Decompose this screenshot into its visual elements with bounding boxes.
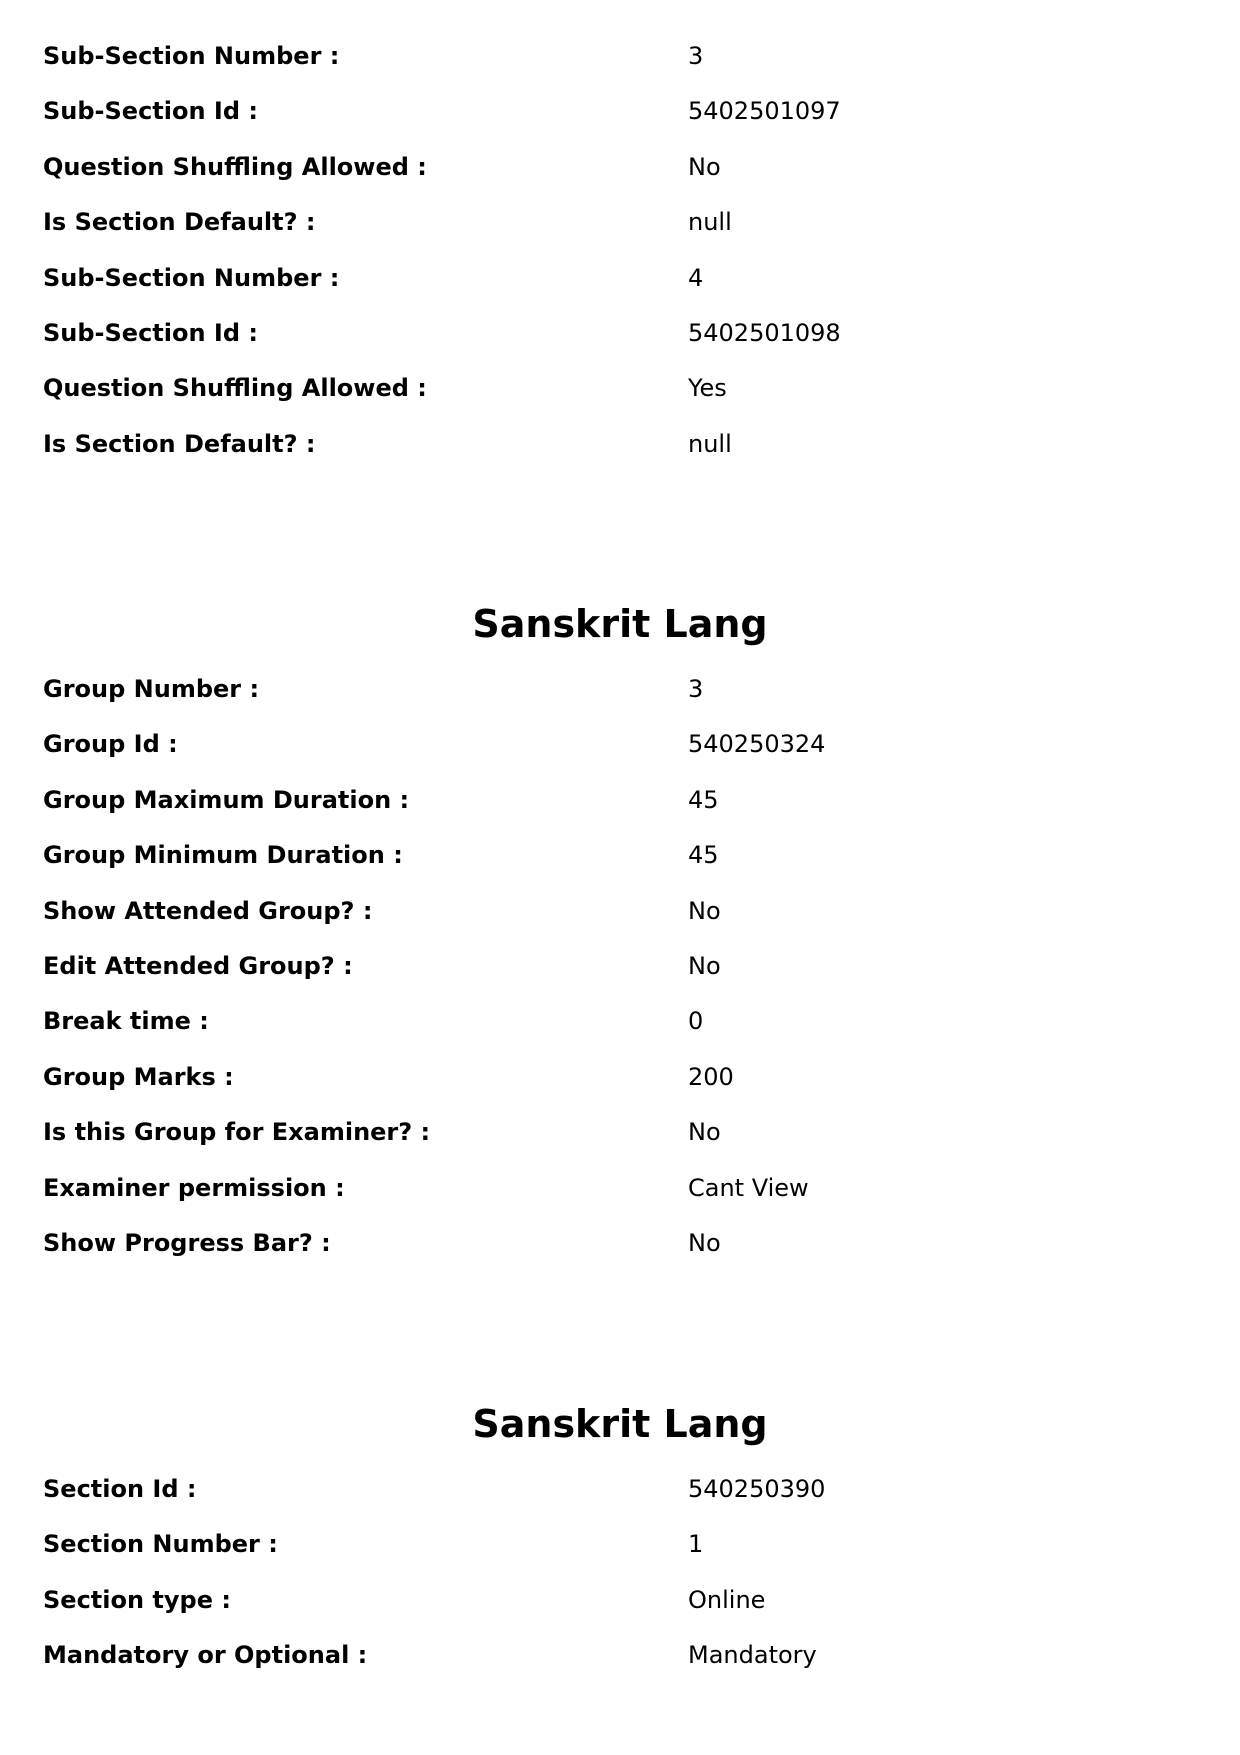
field-value: Online (688, 1585, 766, 1614)
detail-row (43, 1005, 1197, 1060)
subsection-details (43, 40, 1197, 483)
section-details (43, 1473, 1197, 1695)
detail-row (43, 1584, 1197, 1639)
detail-row (43, 262, 1197, 317)
field-label: Edit Attended Group? : (43, 951, 353, 980)
detail-row (43, 151, 1197, 206)
field-value: 1 (688, 1530, 704, 1559)
section-title: Sanskrit Lang (472, 1402, 768, 1446)
field-label: Section Number : (43, 1530, 278, 1559)
field-value: 0 (688, 1007, 704, 1036)
field-value: 4 (688, 263, 704, 292)
field-value: 5402501097 (688, 97, 841, 126)
detail-row (43, 40, 1197, 95)
field-label: Question Shuffling Allowed : (43, 152, 427, 181)
detail-row (43, 1639, 1197, 1694)
detail-row (43, 1473, 1197, 1528)
field-value: No (688, 896, 721, 925)
field-value: 45 (688, 785, 719, 814)
field-value: 5402501098 (688, 318, 841, 347)
field-label: Is this Group for Examiner? : (43, 1118, 431, 1147)
field-value: No (688, 951, 721, 980)
field-value: 3 (688, 675, 704, 703)
detail-row (43, 1227, 1197, 1282)
field-value: Mandatory (688, 1641, 817, 1670)
detail-row (43, 1172, 1197, 1227)
field-label: Mandatory or Optional : (43, 1641, 368, 1670)
field-value: No (688, 1118, 721, 1147)
detail-row (43, 1061, 1197, 1116)
field-label: Examiner permission : (43, 1173, 345, 1202)
field-value: No (688, 1228, 721, 1257)
field-value: 45 (688, 841, 719, 870)
field-label: Is Section Default? : (43, 429, 316, 458)
field-label: Group Minimum Duration : (43, 841, 403, 870)
field-label: Group Id : (43, 730, 178, 759)
field-value: Yes (688, 374, 727, 403)
field-label: Sub-Section Number : (43, 42, 340, 70)
field-value: No (688, 152, 721, 181)
field-label: Section type : (43, 1585, 231, 1614)
field-value: 540250324 (688, 730, 826, 759)
field-value: null (688, 429, 732, 458)
field-value: null (688, 208, 732, 237)
detail-row (43, 673, 1197, 728)
field-label: Sub-Section Id : (43, 318, 258, 347)
field-value: Cant View (688, 1173, 809, 1202)
detail-row (43, 95, 1197, 150)
detail-row (43, 950, 1197, 1005)
field-label: Group Number : (43, 675, 260, 703)
field-label: Show Progress Bar? : (43, 1228, 331, 1257)
field-label: Show Attended Group? : (43, 896, 373, 925)
field-label: Sub-Section Id : (43, 97, 258, 126)
field-label: Group Maximum Duration : (43, 785, 410, 814)
detail-row (43, 1528, 1197, 1583)
group-title: Sanskrit Lang (472, 602, 768, 646)
detail-row (43, 428, 1197, 483)
detail-row (43, 1116, 1197, 1171)
field-label: Sub-Section Number : (43, 263, 340, 292)
field-label: Section Id : (43, 1475, 197, 1503)
field-value: 3 (688, 42, 704, 70)
detail-row (43, 784, 1197, 839)
field-label: Question Shuffling Allowed : (43, 374, 427, 403)
group-details (43, 673, 1197, 1282)
detail-row (43, 839, 1197, 894)
field-label: Group Marks : (43, 1062, 234, 1091)
field-value: 200 (688, 1062, 734, 1091)
detail-row (43, 317, 1197, 372)
detail-row (43, 895, 1197, 950)
field-label: Break time : (43, 1007, 209, 1036)
detail-row (43, 372, 1197, 427)
detail-row (43, 206, 1197, 261)
detail-row (43, 728, 1197, 783)
field-label: Is Section Default? : (43, 208, 316, 237)
field-value: 540250390 (688, 1475, 826, 1503)
